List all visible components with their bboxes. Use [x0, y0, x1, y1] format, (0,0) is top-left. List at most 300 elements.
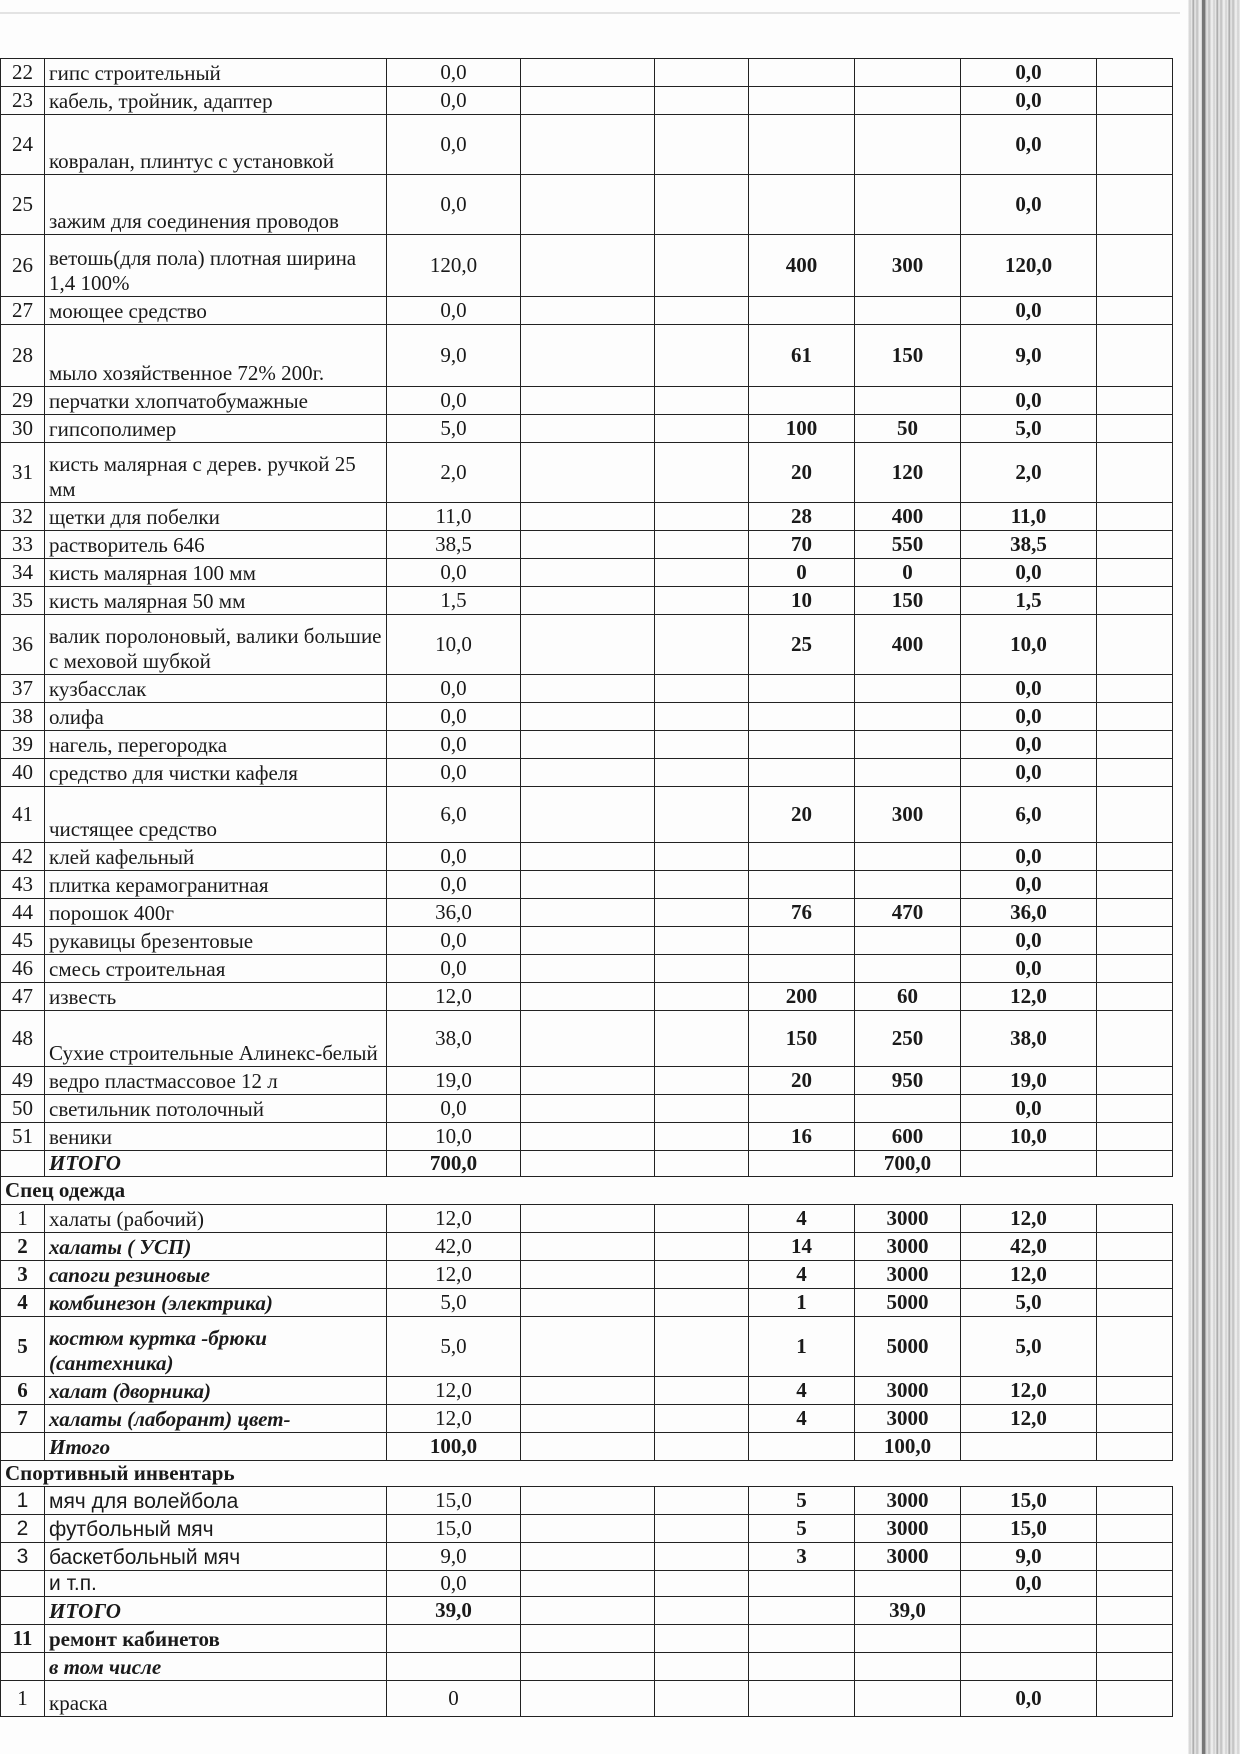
sum-cell: 0,0 [387, 703, 521, 731]
row-number-cell [1, 1653, 45, 1681]
table-row [1, 1571, 1173, 1597]
empty-cell [1097, 787, 1173, 843]
empty-cell [655, 899, 749, 927]
row-number-cell: 22 [1, 59, 45, 87]
row-number-cell: 28 [1, 325, 45, 387]
quantity-cell: 150 [749, 1011, 855, 1067]
row-number-cell: 27 [1, 297, 45, 325]
empty-cell [1097, 503, 1173, 531]
sum-cell: 0,0 [387, 175, 521, 235]
total-cell: 0,0 [961, 927, 1097, 955]
empty-cell [521, 1681, 655, 1717]
sum-cell: 0,0 [387, 675, 521, 703]
row-number-cell: 24 [1, 115, 45, 175]
quantity-cell: 4 [749, 1205, 855, 1233]
item-name-cell: ветошь(для пола) плотная ширина 1,4 100% [45, 235, 387, 297]
table-row [1, 843, 1173, 871]
item-name-cell: зажим для соединения проводов [45, 175, 387, 235]
price-cell: 3000 [855, 1543, 961, 1571]
empty-cell [655, 675, 749, 703]
table-row [1, 731, 1173, 759]
row-number-cell: 48 [1, 1011, 45, 1067]
empty-cell [521, 1433, 655, 1461]
price-cell: 150 [855, 587, 961, 615]
table-row [1, 1625, 1173, 1653]
quantity-cell [749, 675, 855, 703]
empty-cell [1097, 1095, 1173, 1123]
total-cell: 0,0 [961, 731, 1097, 759]
table-row [1, 325, 1173, 387]
row-number-cell: 1 [1, 1487, 45, 1515]
empty-cell [1097, 297, 1173, 325]
price-cell: 3000 [855, 1233, 961, 1261]
sum-cell: 39,0 [387, 1597, 521, 1625]
item-name-cell: кисть малярная с дерев. ручкой 25 мм [45, 443, 387, 503]
empty-cell [521, 787, 655, 843]
table-row [1, 59, 1173, 87]
empty-cell [655, 1515, 749, 1543]
total-cell: 0,0 [961, 1095, 1097, 1123]
quantity-cell: 25 [749, 615, 855, 675]
item-name-cell: кисть малярная 50 мм [45, 587, 387, 615]
empty-cell [655, 235, 749, 297]
row-number-cell: 49 [1, 1067, 45, 1095]
table-row [1, 1205, 1173, 1233]
price-cell: 250 [855, 1011, 961, 1067]
item-name-cell: халаты (лаборант) цвет- [45, 1405, 387, 1433]
empty-cell [1097, 759, 1173, 787]
item-name-cell: веники [45, 1123, 387, 1151]
quantity-cell [749, 927, 855, 955]
price-cell [855, 1095, 961, 1123]
quantity-cell: 100 [749, 415, 855, 443]
empty-cell [655, 1487, 749, 1515]
price-cell: 400 [855, 503, 961, 531]
empty-cell [521, 115, 655, 175]
empty-cell [655, 703, 749, 731]
quantity-cell: 200 [749, 983, 855, 1011]
row-number-cell: 35 [1, 587, 45, 615]
item-name-cell: известь [45, 983, 387, 1011]
price-cell [855, 955, 961, 983]
empty-cell [655, 175, 749, 235]
total-cell: 5,0 [961, 1289, 1097, 1317]
empty-cell [521, 443, 655, 503]
row-number-cell: 36 [1, 615, 45, 675]
total-row [1, 1597, 1173, 1625]
empty-cell [521, 1123, 655, 1151]
row-number-cell [1, 1597, 45, 1625]
total-cell: 38,5 [961, 531, 1097, 559]
empty-cell [521, 87, 655, 115]
sum-cell: 19,0 [387, 1067, 521, 1095]
row-number-cell: 45 [1, 927, 45, 955]
total-label: ИТОГО [45, 1151, 387, 1177]
empty-cell [1097, 1233, 1173, 1261]
empty-cell [521, 503, 655, 531]
table-row [1, 787, 1173, 843]
empty-cell [1097, 1205, 1173, 1233]
price-cell: 3000 [855, 1261, 961, 1289]
table-row [1, 1233, 1173, 1261]
quantity-cell: 4 [749, 1377, 855, 1405]
item-name-cell: чистящее средство [45, 787, 387, 843]
total-cell: 0,0 [961, 759, 1097, 787]
price-cell [855, 59, 961, 87]
empty-cell [521, 1095, 655, 1123]
sum-cell: 15,0 [387, 1487, 521, 1515]
item-name-cell: мяч для волейбола [45, 1487, 387, 1515]
quantity-cell: 61 [749, 325, 855, 387]
table-row [1, 703, 1173, 731]
table-row [1, 615, 1173, 675]
empty-cell [655, 843, 749, 871]
empty-cell [655, 983, 749, 1011]
table-row [1, 559, 1173, 587]
total-row [1, 1433, 1173, 1461]
quantity-cell [749, 871, 855, 899]
empty-cell [655, 1067, 749, 1095]
empty-cell [521, 843, 655, 871]
price-cell: 60 [855, 983, 961, 1011]
item-name-cell: кисть малярная 100 мм [45, 559, 387, 587]
sum-cell: 0,0 [387, 731, 521, 759]
total-cell: 0,0 [961, 871, 1097, 899]
empty-cell [655, 503, 749, 531]
price-cell: 3000 [855, 1405, 961, 1433]
empty-cell [521, 1543, 655, 1571]
empty-cell [1097, 587, 1173, 615]
empty-cell [1097, 1123, 1173, 1151]
price-cell [855, 1571, 961, 1597]
row-number-cell: 32 [1, 503, 45, 531]
quantity-cell: 16 [749, 1123, 855, 1151]
table-row [1, 927, 1173, 955]
item-name-cell: перчатки хлопчатобумажные [45, 387, 387, 415]
empty-cell [655, 1405, 749, 1433]
price-cell: 50 [855, 415, 961, 443]
price-cell: 400 [855, 615, 961, 675]
empty-cell [521, 731, 655, 759]
empty-cell [655, 1123, 749, 1151]
total-cell: 0,0 [961, 559, 1097, 587]
quantity-cell [749, 87, 855, 115]
total-row [1, 1151, 1173, 1177]
total-cell: 5,0 [961, 1317, 1097, 1377]
table-row [1, 1543, 1173, 1571]
empty-cell [1097, 1433, 1173, 1461]
table-row [1, 1653, 1173, 1681]
row-number-cell: 3 [1, 1261, 45, 1289]
empty-cell [521, 1571, 655, 1597]
empty-cell [521, 235, 655, 297]
total-cell: 19,0 [961, 1067, 1097, 1095]
total-cell: 0,0 [961, 675, 1097, 703]
row-number-cell: 40 [1, 759, 45, 787]
sum-cell: 0,0 [387, 559, 521, 587]
quantity-cell: 4 [749, 1405, 855, 1433]
sum-cell: 12,0 [387, 1405, 521, 1433]
sum-cell: 12,0 [387, 1377, 521, 1405]
empty-cell [521, 1653, 655, 1681]
item-name-cell: плитка керамогранитная [45, 871, 387, 899]
table-row [1, 899, 1173, 927]
table-row [1, 235, 1173, 297]
empty-cell [655, 1151, 749, 1177]
row-number-cell: 2 [1, 1515, 45, 1543]
sum-cell: 100,0 [387, 1433, 521, 1461]
section-heading: Спортивный инвентарь [1, 1461, 1173, 1487]
row-number-cell: 39 [1, 731, 45, 759]
price-cell: 3000 [855, 1377, 961, 1405]
item-name-cell: порошок 400г [45, 899, 387, 927]
row-number-cell: 5 [1, 1317, 45, 1377]
empty-cell [1097, 1515, 1173, 1543]
row-number-cell: 51 [1, 1123, 45, 1151]
sum-cell: 9,0 [387, 1543, 521, 1571]
table-row [1, 983, 1173, 1011]
price-cell [855, 87, 961, 115]
sum-cell: 11,0 [387, 503, 521, 531]
empty-cell [961, 1597, 1097, 1625]
price-cell: 300 [855, 235, 961, 297]
quantity-cell: 5 [749, 1515, 855, 1543]
row-number-cell: 47 [1, 983, 45, 1011]
item-name-cell: мыло хозяйственное 72% 200г. [45, 325, 387, 387]
empty-cell [521, 1067, 655, 1095]
price-cell [855, 297, 961, 325]
row-number-cell [1, 1433, 45, 1461]
empty-cell [655, 615, 749, 675]
empty-cell [521, 587, 655, 615]
total-cell: 10,0 [961, 615, 1097, 675]
empty-cell [1097, 415, 1173, 443]
empty-cell [655, 1011, 749, 1067]
sum-cell: 5,0 [387, 1317, 521, 1377]
empty-cell [655, 325, 749, 387]
quantity-cell [749, 175, 855, 235]
price-cell [855, 1625, 961, 1653]
item-name-cell: растворитель 646 [45, 531, 387, 559]
table-row [1, 115, 1173, 175]
table-row [1, 759, 1173, 787]
total-cell: 42,0 [961, 1233, 1097, 1261]
row-number-cell: 43 [1, 871, 45, 899]
table-row [1, 1011, 1173, 1067]
row-number-cell: 1 [1, 1681, 45, 1717]
empty-cell [655, 415, 749, 443]
section-row [1, 1461, 1173, 1487]
item-name-cell: средство для чистки кафеля [45, 759, 387, 787]
row-number-cell: 6 [1, 1377, 45, 1405]
quantity-cell: 4 [749, 1261, 855, 1289]
total-cell: 1,5 [961, 587, 1097, 615]
empty-cell [655, 871, 749, 899]
empty-cell [521, 983, 655, 1011]
item-name-cell: моющее средство [45, 297, 387, 325]
empty-cell [1097, 1625, 1173, 1653]
empty-cell [655, 787, 749, 843]
empty-cell [1097, 1289, 1173, 1317]
price-cell: 120 [855, 443, 961, 503]
price-cell [855, 675, 961, 703]
sum-cell: 0,0 [387, 1095, 521, 1123]
price-cell [855, 843, 961, 871]
empty-cell [1097, 1681, 1173, 1717]
row-number-cell: 4 [1, 1289, 45, 1317]
quantity-cell: 76 [749, 899, 855, 927]
empty-cell [1097, 1151, 1173, 1177]
empty-cell [521, 415, 655, 443]
total-cell: 0,0 [961, 1571, 1097, 1597]
item-name-cell: гипсополимер [45, 415, 387, 443]
empty-cell [655, 1543, 749, 1571]
scan-top-line [0, 12, 1180, 14]
table-body [1, 59, 1173, 1717]
table-row [1, 1261, 1173, 1289]
quantity-cell [749, 297, 855, 325]
table-row [1, 1067, 1173, 1095]
table-row [1, 297, 1173, 325]
empty-cell [521, 1515, 655, 1543]
quantity-cell: 5 [749, 1487, 855, 1515]
row-number-cell: 7 [1, 1405, 45, 1433]
sum-cell: 0,0 [387, 59, 521, 87]
empty-cell [655, 297, 749, 325]
empty-cell [961, 1151, 1097, 1177]
price-cell: 150 [855, 325, 961, 387]
empty-cell [521, 175, 655, 235]
empty-cell [521, 1317, 655, 1377]
table-row [1, 503, 1173, 531]
empty-cell [655, 1625, 749, 1653]
empty-cell [655, 1289, 749, 1317]
quantity-cell: 1 [749, 1289, 855, 1317]
sum-cell: 700,0 [387, 1151, 521, 1177]
item-name-cell: в том числе [45, 1653, 387, 1681]
sum-cell: 38,0 [387, 1011, 521, 1067]
expense-table [0, 58, 1173, 1717]
row-number-cell: 29 [1, 387, 45, 415]
total-cell: 5,0 [961, 415, 1097, 443]
empty-cell [1097, 1597, 1173, 1625]
row-number-cell: 42 [1, 843, 45, 871]
sum-cell: 6,0 [387, 787, 521, 843]
quantity-cell [749, 1653, 855, 1681]
section-row [1, 1177, 1173, 1205]
empty-cell [1097, 927, 1173, 955]
quantity-cell: 20 [749, 443, 855, 503]
empty-cell [1097, 531, 1173, 559]
item-name-cell: халат (дворника) [45, 1377, 387, 1405]
sum-cell: 0,0 [387, 955, 521, 983]
empty-cell [1097, 1653, 1173, 1681]
empty-cell [521, 615, 655, 675]
empty-cell [521, 1011, 655, 1067]
price-cell: 3000 [855, 1515, 961, 1543]
empty-cell [1097, 59, 1173, 87]
total-cell [961, 1653, 1097, 1681]
empty-cell [655, 1653, 749, 1681]
empty-cell [1097, 87, 1173, 115]
total-cell: 6,0 [961, 787, 1097, 843]
sum-cell: 9,0 [387, 325, 521, 387]
empty-cell [655, 1095, 749, 1123]
table-row [1, 387, 1173, 415]
quantity-cell [749, 387, 855, 415]
empty-cell [521, 703, 655, 731]
empty-cell [655, 1233, 749, 1261]
table-row [1, 675, 1173, 703]
empty-cell [521, 1289, 655, 1317]
row-number-cell: 34 [1, 559, 45, 587]
item-name-cell: краска [45, 1681, 387, 1717]
quantity-cell [749, 759, 855, 787]
sum-cell: 42,0 [387, 1233, 521, 1261]
quantity-cell [749, 1681, 855, 1717]
table-row [1, 955, 1173, 983]
empty-cell [655, 1377, 749, 1405]
total-cell: 9,0 [961, 1543, 1097, 1571]
sum-cell: 38,5 [387, 531, 521, 559]
price-cell: 470 [855, 899, 961, 927]
table-row [1, 1377, 1173, 1405]
sum-cell: 0,0 [387, 87, 521, 115]
price-cell: 600 [855, 1123, 961, 1151]
empty-cell [655, 87, 749, 115]
total-cell: 0,0 [961, 115, 1097, 175]
sum-cell: 12,0 [387, 1205, 521, 1233]
empty-cell [1097, 1261, 1173, 1289]
empty-cell [1097, 1011, 1173, 1067]
empty-cell [655, 731, 749, 759]
empty-cell [749, 1151, 855, 1177]
price-cell [855, 927, 961, 955]
total-cell: 0,0 [961, 87, 1097, 115]
sum-cell: 0,0 [387, 297, 521, 325]
empty-cell [1097, 615, 1173, 675]
total-label: Итого [45, 1433, 387, 1461]
empty-cell [655, 1205, 749, 1233]
price-cell [855, 1653, 961, 1681]
item-name-cell: светильник потолочный [45, 1095, 387, 1123]
price-cell: 550 [855, 531, 961, 559]
sum-cell: 0,0 [387, 1571, 521, 1597]
total-cell: 120,0 [961, 235, 1097, 297]
empty-cell [521, 1261, 655, 1289]
total-cell: 0,0 [961, 387, 1097, 415]
empty-cell [521, 955, 655, 983]
item-name-cell: халаты (рабочий) [45, 1205, 387, 1233]
quantity-cell: 14 [749, 1233, 855, 1261]
row-number-cell: 26 [1, 235, 45, 297]
empty-cell [1097, 955, 1173, 983]
total-cell: 9,0 [961, 325, 1097, 387]
quantity-cell: 3 [749, 1543, 855, 1571]
empty-cell [655, 387, 749, 415]
sum-cell: 5,0 [387, 415, 521, 443]
item-name-cell: ведро пластмассовое 12 л [45, 1067, 387, 1095]
empty-cell [1097, 871, 1173, 899]
item-name-cell: и т.п. [45, 1571, 387, 1597]
item-name-cell: комбинезон (электрика) [45, 1289, 387, 1317]
empty-cell [521, 1377, 655, 1405]
quantity-cell: 400 [749, 235, 855, 297]
sum-cell: 10,0 [387, 1123, 521, 1151]
total-cell: 0,0 [961, 703, 1097, 731]
empty-cell [655, 955, 749, 983]
row-number-cell: 50 [1, 1095, 45, 1123]
